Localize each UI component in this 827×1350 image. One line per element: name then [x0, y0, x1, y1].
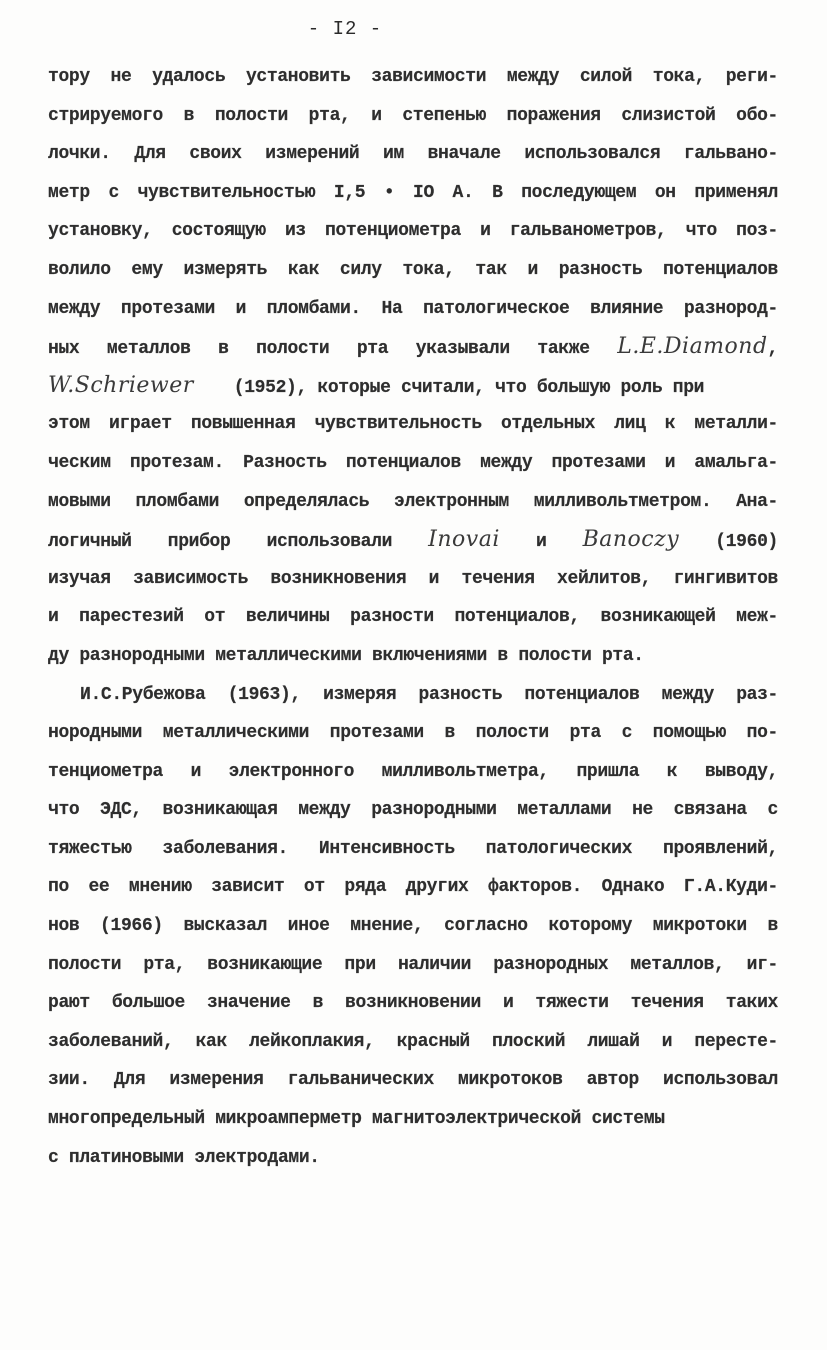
paragraph-2 — [48, 676, 778, 1178]
text-line: нородными металлическими протезами в полости рта с помощью по- — [48, 723, 778, 744]
text-line: полости рта, возникающие при наличии разнородных металлов, иг- — [48, 954, 778, 975]
text-line: мовыми пломбами определялась электронным милливольтметром. Ана- — [48, 491, 778, 512]
text-line — [48, 521, 778, 560]
text-segment: , — [767, 339, 778, 360]
text-line: что ЭДС, возникающая между разнородными металлами не связана с — [48, 800, 778, 821]
text-line: изучая зависимость возникновения и течения хейлитов, гингивитов — [48, 568, 778, 589]
page-number: - I2 - — [307, 18, 383, 40]
text-line — [48, 328, 778, 367]
text-line — [48, 367, 778, 406]
text-line: многопредельный микроамперметр магнитоэлектрической системы — [48, 1109, 665, 1130]
text-segment: ных металлов в полости рта указывали также — [48, 339, 618, 360]
text-segment: логичный прибор использовали — [48, 532, 429, 553]
text-line: заболеваний, как лейкоплакия, красный плоский лишай и пересте- — [48, 1031, 778, 1052]
text-line: лочки. Для своих измерений им вначале использовался гальвано- — [48, 144, 778, 165]
text-line: установку, состоящую из потенциометра и гальванометров, что поз- — [48, 221, 778, 242]
text-line: метр с чувствительностью I,5 • IO А. В последующем он применял — [48, 182, 778, 203]
handwritten-name: W.Schriewer — [48, 372, 194, 398]
handwritten-name: L.E.Diamond — [617, 334, 768, 360]
text-line: тенциометра и электронного милливольтметра, пришла к выводу, — [48, 761, 778, 782]
text-line: тору не удалось установить зависимости между силой тока, реги- — [48, 67, 778, 87]
handwritten-name: Inovai — [428, 527, 500, 553]
text-line: рают большое значение в возникновении и тяжести течения таких — [48, 993, 778, 1014]
handwritten-name: Banoczy — [582, 527, 680, 553]
text-line: зии. Для измерения гальванических микротоков автор использовал — [48, 1070, 778, 1091]
text-line: по ее мнению зависит от ряда других факторов. Однако Г.А.Куди- — [48, 877, 778, 898]
text-line: нов (1966) высказал иное мнение, согласно которому микротоки в — [48, 916, 778, 937]
text-segment: (1960) — [679, 532, 778, 553]
text-line: ду разнородными металлическими включениями в полости рта. — [48, 645, 644, 666]
text-segment: (1952), которые считали, что большую роль при — [233, 377, 705, 398]
text-line: волило ему измерять как силу тока, так и разность потенциалов — [48, 259, 778, 280]
text-line: ческим протезам. Разность потенциалов между протезами и амальга- — [48, 452, 778, 473]
text-line: с платиновыми электродами. — [48, 1147, 320, 1168]
text-line: тяжестью заболевания. Интенсивность патологических проявлений, — [48, 838, 778, 859]
paragraph-1 — [48, 58, 778, 676]
text-line: этом играет повышенная чувствительность отдельных лиц к металли- — [48, 414, 778, 435]
body-text — [48, 58, 778, 1177]
text-line: И.С.Рубежова (1963), измеряя разность потенциалов между раз- — [80, 684, 778, 705]
text-line: стрируемого в полости рта, и степенью поражения слизистой обо- — [48, 105, 778, 126]
text-line: между протезами и пломбами. На патологическое влияние разнород- — [48, 298, 778, 319]
text-line: и парестезий от величины разности потенциалов, возникающей меж- — [48, 607, 778, 628]
text-segment: и — [499, 532, 583, 553]
